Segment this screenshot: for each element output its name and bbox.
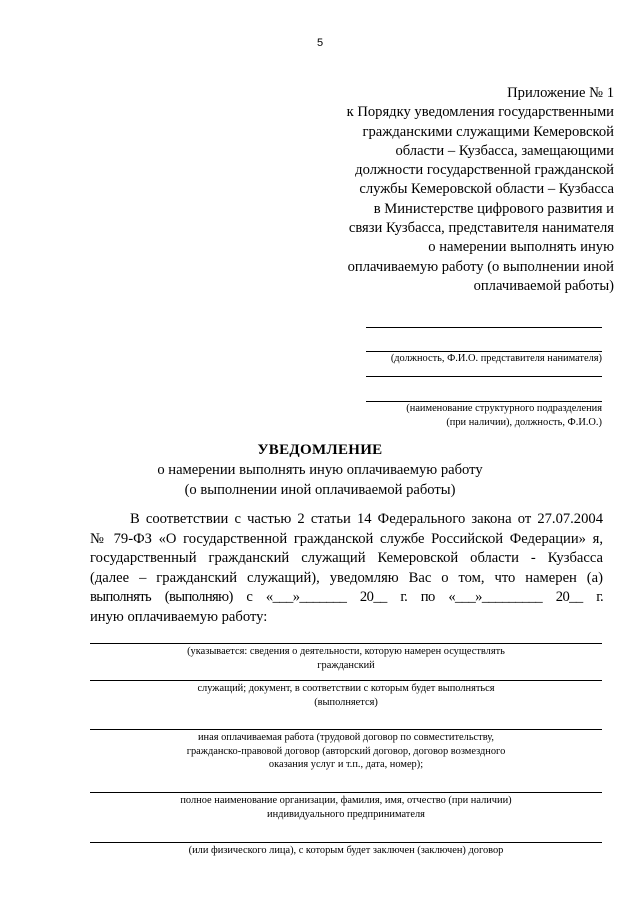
field-caption bbox=[90, 731, 602, 772]
caption-line: гражданский bbox=[317, 659, 375, 671]
caption-line: служащий; документ, в соответствии с которым будет выполняться bbox=[197, 683, 495, 694]
field-caption bbox=[90, 645, 602, 672]
body-line: (далее – гражданский служащий), уведомляю Вас о том, что намерен (а) bbox=[90, 569, 603, 586]
caption-line: иная оплачиваемая работа (трудовой договор по совместительству, bbox=[197, 732, 495, 743]
contract-type-blank-line[interactable] bbox=[90, 729, 602, 730]
appendix-line: связи Кузбасса, представителя нанимателя bbox=[348, 220, 614, 237]
caption-line: (указывается: сведения о деятельности, которую намерен осуществлять bbox=[187, 646, 505, 657]
page-number: 5 bbox=[316, 37, 324, 49]
caption-line: индивидуального предпринимателя bbox=[267, 808, 425, 820]
subtitle-line: о намерении выполнять иную оплачиваемую работу bbox=[157, 462, 483, 478]
body-line-date-range: выполнять (выполняю) с «___»_______ 20__ г. по «___»_________ 20__ г. bbox=[90, 589, 603, 606]
appendix-line: Приложение № 1 bbox=[507, 85, 614, 101]
body-line: № 79-ФЗ «О государственной гражданской службе Российской Федерации» я, bbox=[90, 530, 603, 547]
notice-body bbox=[90, 510, 603, 628]
appendix-line: должности государственной гражданской bbox=[355, 162, 614, 179]
field-caption bbox=[90, 682, 602, 709]
caption-line: (выполняется) bbox=[314, 696, 378, 708]
caption-line: полное наименование организации, фамилия, имя, отчество (при наличии) bbox=[180, 795, 512, 806]
appendix-line: оплачиваемую работу (о выполнении иной bbox=[347, 258, 614, 275]
document-basis-blank-line[interactable] bbox=[90, 680, 602, 681]
document-title: УВЕДОМЛЕНИЕ bbox=[257, 442, 383, 458]
organization-blank-line[interactable] bbox=[90, 792, 602, 793]
appendix-line: гражданскими служащими Кемеровской bbox=[362, 123, 614, 140]
counterparty-blank-line[interactable] bbox=[90, 842, 602, 843]
caption-line: оказания услуг и т.п., дата, номер); bbox=[268, 759, 424, 770]
body-line: государственный гражданский служащий Кемеровской области - Кузбасса bbox=[90, 550, 603, 567]
caption-line: (или физического лица), с которым будет заключен (заключен) договор bbox=[188, 845, 504, 856]
appendix-line: оплачиваемой работы) bbox=[473, 277, 614, 294]
work-info-blank-line[interactable] bbox=[90, 643, 602, 644]
appendix-line: о намерении выполнять иную bbox=[428, 239, 614, 256]
document-subtitle bbox=[0, 461, 640, 500]
addressee-caption: (должность, Ф.И.О. представителя нанимателя) bbox=[390, 353, 602, 364]
addressee-blank-line[interactable] bbox=[366, 376, 602, 377]
appendix-line: области – Кузбасса, замещающими bbox=[395, 142, 614, 159]
body-line: В соответствии с частью 2 статьи 14 Федерального закона от 27.07.2004 bbox=[130, 511, 603, 527]
appendix-line: службы Кемеровской области – Кузбасса bbox=[359, 181, 614, 198]
caption-line: гражданско-правовой договор (авторский договор, договор возмездного bbox=[186, 745, 506, 757]
body-line: иную оплачиваемую работу: bbox=[90, 608, 268, 625]
field-caption bbox=[90, 844, 602, 858]
addressee-caption: (наименование структурного подразделения bbox=[406, 403, 602, 414]
field-caption bbox=[90, 794, 602, 821]
appendix-line: в Министерстве цифрового развития и bbox=[373, 200, 614, 217]
addressee-blank-line[interactable] bbox=[366, 327, 602, 328]
addressee-caption: (при наличии), должность, Ф.И.О.) bbox=[446, 417, 602, 428]
appendix-header bbox=[314, 84, 614, 296]
appendix-line: к Порядку уведомления государственными bbox=[346, 104, 614, 121]
subtitle-line: (о выполнении иной оплачиваемой работы) bbox=[184, 481, 456, 498]
